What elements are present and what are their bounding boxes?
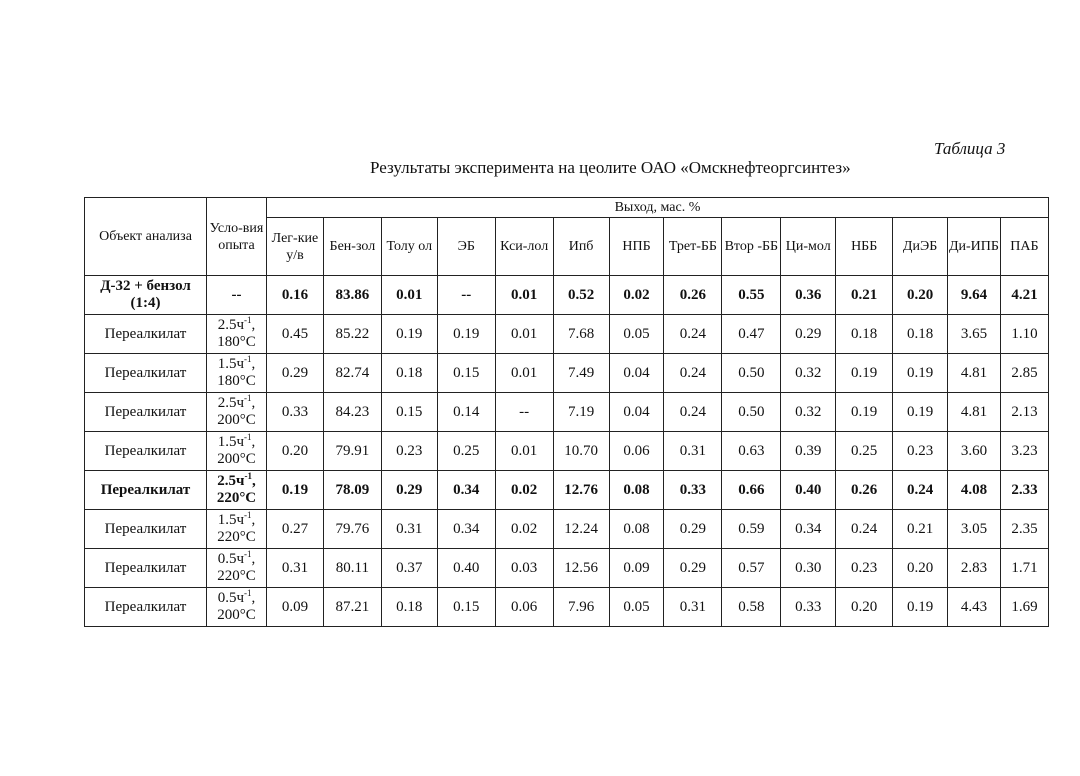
condition-temperature: 200°С (217, 607, 256, 623)
row-value: 0.01 (495, 276, 553, 315)
row-value: 0.47 (722, 315, 781, 354)
row-value: 0.31 (381, 510, 437, 549)
table-row (85, 432, 1049, 471)
row-value: 3.60 (948, 432, 1001, 471)
row-value: 0.09 (609, 549, 664, 588)
row-conditions: $1.5ч^{-1}$, 180°С (207, 354, 267, 393)
row-value: 0.01 (495, 432, 553, 471)
row-conditions: $0.5ч^{-1}$, 200°С (207, 588, 267, 627)
row-value: 0.05 (609, 588, 664, 627)
row-value: 87.21 (323, 588, 381, 627)
row-conditions: $0.5ч^{-1}$, 220°С (207, 549, 267, 588)
row-value: 0.19 (381, 315, 437, 354)
row-value: 0.21 (836, 276, 893, 315)
row-value: 2.35 (1000, 510, 1048, 549)
table-row (85, 549, 1049, 588)
row-value: 0.66 (722, 471, 781, 510)
row-value: 0.19 (893, 393, 948, 432)
header-column: НББ (836, 218, 893, 276)
row-value: 0.03 (495, 549, 553, 588)
row-conditions (207, 276, 267, 315)
condition-temperature: 180°С (217, 334, 256, 350)
row-value: 0.40 (781, 471, 836, 510)
row-value: 0.27 (266, 510, 323, 549)
row-value: 0.34 (781, 510, 836, 549)
header-column: ДиЭБ (893, 218, 948, 276)
row-value: 0.31 (266, 549, 323, 588)
row-value: 0.19 (836, 393, 893, 432)
row-value: 0.09 (266, 588, 323, 627)
row-value: 0.63 (722, 432, 781, 471)
row-value: 0.23 (893, 432, 948, 471)
row-conditions: $2.5ч^{-1}$, 220°С (207, 471, 267, 510)
condition-temperature: 220°С (216, 490, 257, 506)
row-object: Переалкилат (85, 393, 207, 432)
row-value: -- (495, 393, 553, 432)
row-value: -- (437, 276, 495, 315)
row-value: 7.19 (553, 393, 609, 432)
row-value: 0.05 (609, 315, 664, 354)
row-value: 0.19 (437, 315, 495, 354)
row-value: 0.18 (381, 354, 437, 393)
row-value: 0.18 (381, 588, 437, 627)
row-value: 0.29 (266, 354, 323, 393)
condition-rate: -- (231, 286, 242, 303)
row-value: 0.21 (893, 510, 948, 549)
table-header (85, 198, 1049, 276)
row-value: 0.01 (495, 354, 553, 393)
row-value: 0.15 (437, 588, 495, 627)
row-value: 0.19 (893, 588, 948, 627)
row-value: 0.20 (893, 276, 948, 315)
row-value: 0.25 (437, 432, 495, 471)
condition-rate: 0.5ч (217, 551, 245, 567)
condition-rate: 1.5ч (217, 434, 245, 450)
row-value: 0.57 (722, 549, 781, 588)
row-value: 3.65 (948, 315, 1001, 354)
row-value: 0.08 (609, 471, 664, 510)
header-column: Лег-кие у/в (266, 218, 323, 276)
row-object: Переалкилат (85, 588, 207, 627)
row-value: 0.34 (437, 510, 495, 549)
row-value: 0.08 (609, 510, 664, 549)
table-row (85, 588, 1049, 627)
row-value: 0.25 (836, 432, 893, 471)
row-value: 4.21 (1000, 276, 1048, 315)
row-value: 0.33 (664, 471, 722, 510)
header-column: ПАБ (1000, 218, 1048, 276)
row-value: 0.24 (893, 471, 948, 510)
row-value: 7.96 (553, 588, 609, 627)
table-row (85, 276, 1049, 315)
row-value: 7.49 (553, 354, 609, 393)
header-column: Трет-ББ (664, 218, 722, 276)
row-value: 0.31 (664, 588, 722, 627)
condition-rate: 1.5ч (217, 356, 245, 372)
row-value: 0.33 (781, 588, 836, 627)
row-value: 0.55 (722, 276, 781, 315)
row-value: 4.08 (948, 471, 1001, 510)
header-column: Бен-зол (323, 218, 381, 276)
row-value: 0.31 (664, 432, 722, 471)
table-row (85, 393, 1049, 432)
row-value: 0.15 (437, 354, 495, 393)
row-value: 0.32 (781, 354, 836, 393)
row-value: 0.40 (437, 549, 495, 588)
row-value: 0.24 (836, 510, 893, 549)
row-value: 0.50 (722, 393, 781, 432)
row-value: 3.05 (948, 510, 1001, 549)
row-value: 85.22 (323, 315, 381, 354)
row-value: 0.02 (495, 510, 553, 549)
header-column: ЭБ (437, 218, 495, 276)
row-value: 1.69 (1000, 588, 1048, 627)
header-column: Кси-лол (495, 218, 553, 276)
row-value: 0.26 (664, 276, 722, 315)
condition-rate: 2.5ч (217, 317, 245, 333)
table-row (85, 315, 1049, 354)
row-value: 4.81 (948, 354, 1001, 393)
row-value: 0.04 (609, 354, 664, 393)
row-object: Переалкилат (85, 510, 207, 549)
row-value: 0.29 (664, 510, 722, 549)
condition-rate: 2.5ч (217, 473, 245, 489)
row-conditions: $1.5ч^{-1}$, 200°С (207, 432, 267, 471)
row-value: 0.02 (495, 471, 553, 510)
row-value: 0.18 (893, 315, 948, 354)
row-object: Переалкилат (85, 471, 207, 510)
results-table (84, 197, 1049, 627)
condition-temperature: 200°С (217, 412, 256, 428)
header-column: Ци-мол (781, 218, 836, 276)
header-column: НПБ (609, 218, 664, 276)
row-value: 0.59 (722, 510, 781, 549)
row-value: 0.01 (495, 315, 553, 354)
row-value: 0.23 (836, 549, 893, 588)
row-value: 0.29 (381, 471, 437, 510)
row-value: 0.20 (836, 588, 893, 627)
row-value: 78.09 (323, 471, 381, 510)
row-value: 1.10 (1000, 315, 1048, 354)
row-value: 83.86 (323, 276, 381, 315)
row-value: 2.85 (1000, 354, 1048, 393)
row-value: 0.26 (836, 471, 893, 510)
row-conditions: $2.5ч^{-1}$, 180°С (207, 315, 267, 354)
table-body (85, 276, 1049, 627)
table-caption: Таблица 3 (934, 139, 1006, 158)
row-value: 0.58 (722, 588, 781, 627)
row-value: 79.76 (323, 510, 381, 549)
row-conditions: $2.5ч^{-1}$, 200°С (207, 393, 267, 432)
condition-temperature: 220°С (217, 529, 256, 545)
row-value: 84.23 (323, 393, 381, 432)
row-value: 0.23 (381, 432, 437, 471)
row-value: 0.24 (664, 315, 722, 354)
header-yield: Выход, мас. % (266, 198, 1048, 218)
condition-temperature: 220°С (217, 568, 256, 584)
row-value: 0.33 (266, 393, 323, 432)
condition-temperature: 180°С (217, 373, 256, 389)
row-value: 0.20 (266, 432, 323, 471)
row-value: 0.06 (495, 588, 553, 627)
header-column: Ипб (553, 218, 609, 276)
row-value: 3.23 (1000, 432, 1048, 471)
row-value: 0.50 (722, 354, 781, 393)
row-value: 0.37 (381, 549, 437, 588)
row-value: 0.14 (437, 393, 495, 432)
condition-rate: 2.5ч (217, 395, 245, 411)
row-value: 4.81 (948, 393, 1001, 432)
table-row (85, 510, 1049, 549)
row-object: Переалкилат (85, 354, 207, 393)
row-value: 2.33 (1000, 471, 1048, 510)
table-title: Результаты эксперимента на цеолите ОАО «Омскнефтеоргсинтез» (370, 158, 851, 177)
row-value: 0.29 (781, 315, 836, 354)
row-value: 0.01 (381, 276, 437, 315)
row-value: 12.76 (553, 471, 609, 510)
row-value: 1.71 (1000, 549, 1048, 588)
row-object: Переалкилат (85, 315, 207, 354)
header-object: Объект анализа (85, 198, 207, 276)
row-value: 2.83 (948, 549, 1001, 588)
row-value: 0.39 (781, 432, 836, 471)
condition-rate: 0.5ч (217, 590, 245, 606)
row-value: 0.18 (836, 315, 893, 354)
row-value: 2.13 (1000, 393, 1048, 432)
header-column: Толу ол (381, 218, 437, 276)
header-column: Ди-ИПБ (948, 218, 1001, 276)
condition-rate: 1.5ч (217, 512, 245, 528)
row-value: 7.68 (553, 315, 609, 354)
row-value: 0.19 (893, 354, 948, 393)
row-object: Переалкилат (85, 432, 207, 471)
row-value: 0.34 (437, 471, 495, 510)
row-value: 79.91 (323, 432, 381, 471)
table-row (85, 471, 1049, 510)
row-value: 0.32 (781, 393, 836, 432)
row-value: 0.04 (609, 393, 664, 432)
row-value: 12.56 (553, 549, 609, 588)
row-value: 0.06 (609, 432, 664, 471)
table-row (85, 354, 1049, 393)
row-value: 0.52 (553, 276, 609, 315)
row-value: 0.24 (664, 393, 722, 432)
row-value: 10.70 (553, 432, 609, 471)
row-conditions: $1.5ч^{-1}$, 220°С (207, 510, 267, 549)
header-conditions: Усло-вия опыта (207, 198, 267, 276)
row-object: Переалкилат (85, 549, 207, 588)
row-value: 0.30 (781, 549, 836, 588)
row-value: 0.24 (664, 354, 722, 393)
row-value: 82.74 (323, 354, 381, 393)
row-value: 0.15 (381, 393, 437, 432)
condition-temperature: 200°С (217, 451, 256, 467)
row-value: 0.19 (266, 471, 323, 510)
row-value: 0.29 (664, 549, 722, 588)
row-value: 12.24 (553, 510, 609, 549)
row-value: 80.11 (323, 549, 381, 588)
row-value: 0.16 (266, 276, 323, 315)
header-column: Втор -ББ (722, 218, 781, 276)
row-value: 0.20 (893, 549, 948, 588)
row-object: Д-32 + бензол (1:4) (85, 276, 207, 315)
row-value: 0.02 (609, 276, 664, 315)
row-value: 9.64 (948, 276, 1001, 315)
row-value: 0.19 (836, 354, 893, 393)
row-value: 0.36 (781, 276, 836, 315)
row-value: 0.45 (266, 315, 323, 354)
row-value: 4.43 (948, 588, 1001, 627)
